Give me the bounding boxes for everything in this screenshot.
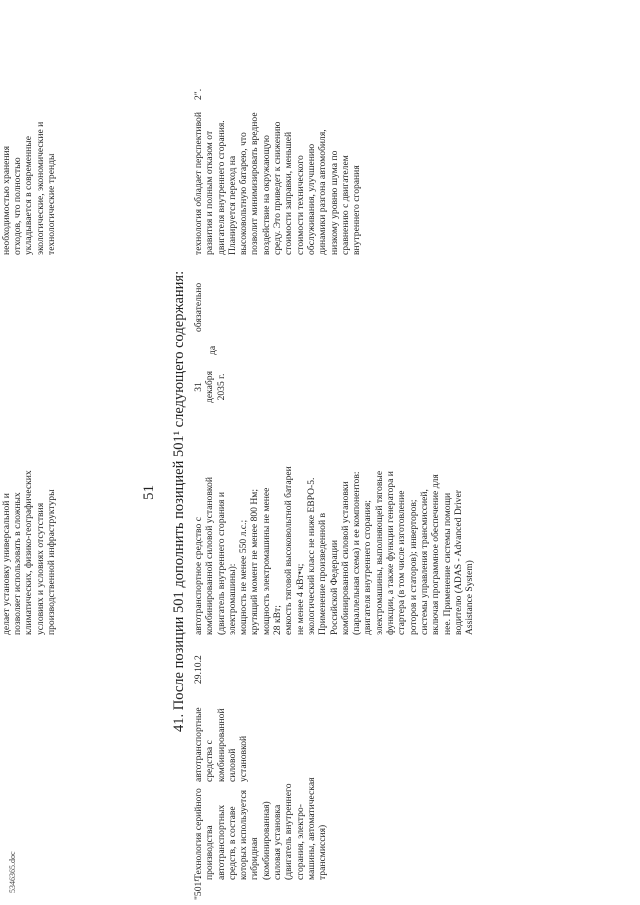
text-line: водителю (ADAS - Advanced Driver: [452, 490, 464, 635]
text-line: экологический класс не ниже ЕВРО-5.: [305, 477, 317, 635]
amendment-heading: 41. После позиции 501 дополнить позицией 501¹ следующего содержания:: [171, 270, 187, 732]
text-line: автотранспортных: [215, 804, 227, 880]
text-line: мощность электромашины не менее: [260, 487, 272, 635]
text-line: развития и полным отказом от: [204, 130, 216, 255]
deadline-cell: [193, 371, 227, 403]
text-line: средств, в составе: [226, 806, 238, 880]
text-line: электромашины):: [226, 563, 238, 635]
document-file-reference: 5346365.doc: [8, 851, 17, 893]
text-line: стоимости технического: [294, 155, 306, 255]
requirement-cell: обязательно: [193, 282, 204, 332]
text-line: стартера (в том числе изготовление: [396, 490, 408, 635]
text-line: трансмиссия): [317, 824, 329, 880]
text-line: динамики разгона автомобиля,: [317, 129, 329, 255]
text-line: позволит минимизировать вредное: [249, 112, 261, 255]
text-line: сравнению с двигателем: [339, 155, 351, 255]
text-line: (комбинированная): [260, 801, 272, 880]
product-name-cell: [193, 707, 249, 782]
row-number: "501¹.: [193, 876, 204, 900]
text-line: производственной инфраструктуры: [46, 489, 58, 635]
text-line: двигателя внутреннего сгорания;: [362, 500, 374, 635]
page-number: 51: [141, 485, 157, 500]
text-line: отходов, что полностью: [12, 157, 24, 255]
text-line: климатических, физико-географических: [23, 470, 35, 635]
text-line: стоимости заправки, меньшей: [283, 131, 295, 255]
text-line: внутреннего сгорания: [351, 165, 363, 255]
text-line: которых используется: [238, 789, 250, 880]
text-line: Assistance System): [464, 560, 476, 635]
text-line: сгорания, электро-: [294, 804, 306, 880]
technology-name-cell: [193, 778, 329, 881]
text-line: крутящий момент не менее 800 Нм;: [249, 488, 261, 635]
text-line: автотранспортное средство с: [193, 517, 204, 635]
text-line: включая программное обеспечение для: [430, 474, 442, 635]
text-line: нее. Применение системы помощи: [441, 492, 453, 635]
text-line: (двигатель внутреннего: [283, 783, 295, 880]
text-line: среду. Это приведет к снижению: [272, 121, 284, 255]
text-line: экологические, экономические и: [34, 121, 46, 255]
text-line: низкому уровню шума по: [328, 150, 340, 255]
text-line: технологические тренды: [46, 153, 58, 255]
text-line: силовая установка: [272, 804, 284, 880]
text-line: комбинированной силовой установки: [339, 481, 351, 635]
text-line: Планируется переход на: [226, 155, 238, 255]
text-line: емкость тяговой высоковольтной батареи: [283, 466, 295, 635]
text-line: декабря: [204, 370, 216, 403]
text-line: силовой: [226, 748, 238, 782]
text-line: функции, а также функции генератора и: [385, 471, 397, 635]
text-line: высоковольтную батарею, что: [238, 132, 250, 255]
text-line: обслуживания, улучшению: [305, 143, 317, 255]
okpd-code-cell: 29.10.2: [193, 655, 204, 684]
text-line: технология обладает перспективой: [193, 112, 204, 255]
flag-cell: да: [207, 345, 218, 355]
text-line: воздействие на окружающую: [260, 135, 272, 255]
text-line: 28 кВт;: [272, 605, 284, 635]
text-line: укладывается в современные: [23, 136, 35, 255]
text-line: машины, автоматическая: [305, 777, 317, 880]
text-line: мощность не менее 550 л.с.;: [238, 519, 250, 635]
text-line: средства с: [204, 740, 216, 782]
text-line: условиях и условиях отсутствия: [34, 502, 46, 635]
text-line: роторов и статоров); инверторов;: [407, 499, 419, 635]
text-line: делает установку универсальной и: [0, 493, 12, 635]
text-line: установкой: [238, 735, 250, 782]
text-line: электромашины, выполняющей тяговые: [373, 470, 385, 635]
text-line: Применение произведенной в: [317, 512, 329, 635]
previous-row-justification: [0, 113, 57, 255]
text-line: (параллельная схема) и ее компонентов:: [351, 471, 363, 635]
text-line: (двигатель внутреннего сгорания и: [215, 492, 227, 635]
text-line: производства: [204, 825, 216, 880]
text-line: Российской Федерации: [328, 540, 340, 635]
text-line: Технология серийного: [193, 788, 204, 880]
text-line: гибридная: [249, 837, 261, 880]
text-line: автотранспортные: [193, 707, 204, 782]
text-line: системы управления трансмиссией,: [418, 489, 430, 635]
text-line: необходимостью хранения: [0, 145, 12, 255]
text-line: 31: [193, 382, 204, 392]
text-line: комбинированной силовой установкой: [204, 477, 216, 635]
justification-cell: [193, 112, 362, 255]
text-line: позволяет использовать в сложных: [12, 492, 24, 635]
closing-marker: 2".: [193, 88, 204, 100]
specifications-cell: [193, 466, 475, 635]
previous-row-description: [0, 465, 57, 635]
text-line: 2035 г.: [215, 373, 227, 401]
text-line: не менее 4 кВт•ч;: [294, 563, 306, 635]
text-line: двигателя внутреннего сгорания.: [215, 120, 227, 255]
text-line: комбинированной: [215, 708, 227, 782]
